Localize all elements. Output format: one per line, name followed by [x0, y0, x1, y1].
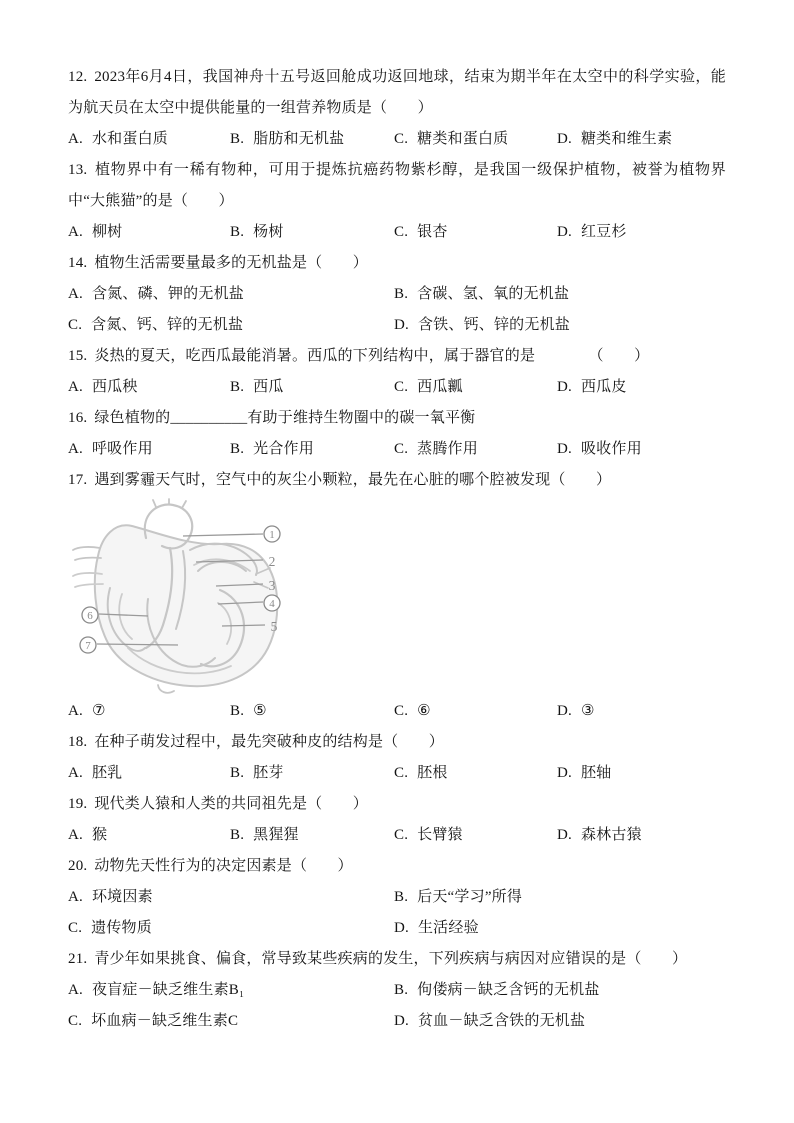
question-stem-text: 现代类人猿和人类的共同祖先是（ ）	[94, 796, 368, 812]
options-row	[68, 124, 726, 155]
option-letter: A.	[68, 286, 83, 302]
option-letter: C.	[394, 379, 409, 395]
question-stem	[68, 727, 726, 758]
question-stem	[68, 248, 726, 279]
question-stem	[68, 851, 726, 882]
option-letter: B.	[230, 441, 245, 457]
option-letter: A.	[68, 224, 83, 240]
option-text: 西瓜秧	[91, 379, 138, 395]
question-stem	[68, 403, 726, 434]
option-letter: A.	[68, 982, 83, 998]
question-stem-text: 青少年如果挑食、偏食，常导致某些疾病的发生，下列疾病与病因对应错误的是（ ）	[94, 951, 688, 967]
option-text: 含铁、钙、锌的无机盐	[417, 317, 570, 333]
option-A	[68, 820, 230, 851]
options-row	[68, 372, 726, 403]
option-letter: B.	[230, 131, 245, 147]
option-letter: D.	[557, 441, 572, 457]
option-letter: C.	[68, 920, 83, 936]
option-B	[230, 217, 394, 248]
question-stem	[68, 155, 726, 217]
option-text: 蒸腾作用	[417, 441, 478, 457]
option-B	[230, 124, 394, 155]
option-letter: C.	[394, 224, 409, 240]
option-text: 生活经验	[417, 920, 479, 936]
heart-diagram	[70, 498, 300, 698]
option-D	[557, 372, 726, 403]
question-stem	[68, 789, 726, 820]
option-D	[557, 434, 726, 465]
option-B	[394, 975, 726, 1006]
question-19	[68, 789, 726, 851]
option-text: 胚芽	[253, 765, 284, 781]
option-letter: D.	[557, 765, 572, 781]
option-A	[68, 372, 230, 403]
question-stem-text: 植物界中有一稀有物种，可用于提炼抗癌药物紫杉醇，是我国一级保护植物，被誉为植物界中“大熊猫”的是（ ）	[68, 162, 726, 209]
question-stem-text: 在种子萌发过程中，最先突破种皮的结构是（ ）	[94, 734, 444, 750]
option-text: 含碳、氢、氧的无机盐	[417, 286, 570, 302]
question-12	[68, 62, 726, 155]
option-text: 黑猩猩	[253, 827, 299, 843]
question-stem	[68, 341, 726, 372]
option-A	[68, 696, 230, 727]
option-text: 后天“学习”所得	[417, 889, 523, 905]
options-row	[68, 758, 726, 789]
option-text: 佝偻病－缺乏含钙的无机盐	[417, 982, 600, 998]
option-text: 西瓜瓤	[417, 379, 463, 395]
option-letter: D.	[557, 703, 572, 719]
option-C	[394, 217, 557, 248]
option-letter: A.	[68, 889, 83, 905]
option-C	[394, 434, 557, 465]
option-letter: B.	[230, 379, 245, 395]
option-letter: C.	[68, 1013, 83, 1029]
option-letter: D.	[394, 317, 409, 333]
option-A	[68, 124, 230, 155]
question-stem-text: 动物先天性行为的决定因素是（ ）	[94, 858, 353, 874]
option-B	[394, 279, 726, 310]
heart-sketch-line	[73, 547, 101, 560]
option-D	[557, 696, 726, 727]
options-row	[68, 975, 726, 1037]
option-A	[68, 434, 230, 465]
options-row	[68, 820, 726, 851]
option-text: 糖类和蛋白质	[417, 131, 509, 147]
question-stem-text: 植物生活需要量最多的无机盐是（ ）	[94, 255, 368, 271]
figure-label-4: 4	[269, 597, 275, 610]
option-text: ③	[580, 703, 595, 719]
question-number: 14.	[68, 255, 88, 271]
option-text: 柳树	[91, 224, 123, 240]
figure-label-2: 2	[268, 553, 276, 569]
option-text: 贫血－缺乏含铁的无机盐	[417, 1013, 586, 1029]
option-D	[394, 310, 726, 341]
question-17	[68, 465, 726, 727]
option-text: ⑦	[91, 703, 106, 719]
option-D	[557, 124, 726, 155]
option-letter: C.	[394, 827, 409, 843]
option-text: 胚轴	[580, 765, 612, 781]
option-C	[394, 820, 557, 851]
question-stem-text: 绿色植物的__________有助于维持生物圈中的碳一氧平衡	[94, 410, 476, 426]
question-stem	[68, 62, 726, 124]
option-letter: D.	[557, 379, 572, 395]
question-number: 16.	[68, 410, 88, 426]
question-stem	[68, 465, 726, 496]
option-letter: D.	[557, 131, 572, 147]
option-letter: D.	[394, 1013, 409, 1029]
option-B	[230, 758, 394, 789]
question-number: 17.	[68, 472, 88, 488]
leader-line-1	[183, 534, 263, 536]
option-B	[230, 372, 394, 403]
option-letter: C.	[394, 765, 409, 781]
option-text: 西瓜	[253, 379, 284, 395]
option-letter: B.	[230, 827, 245, 843]
figure-label-7: 7	[85, 639, 91, 652]
option-A	[68, 279, 394, 310]
option-D	[394, 913, 726, 944]
option-B	[230, 696, 394, 727]
option-text: 猴	[91, 827, 108, 843]
option-letter: A.	[68, 441, 83, 457]
question-stem-text: 炎热的夏天，吃西瓜最能消暑。西瓜的下列结构中，属于器官的是 （ ）	[94, 348, 650, 364]
option-text: 光合作用	[253, 441, 314, 457]
option-text: 长臂猿	[417, 827, 463, 843]
question-15	[68, 341, 726, 403]
option-letter: D.	[394, 920, 409, 936]
heart-figure	[68, 496, 726, 696]
question-13	[68, 155, 726, 248]
question-number: 15.	[68, 348, 88, 364]
option-letter: C.	[394, 441, 409, 457]
option-D	[394, 1006, 726, 1037]
option-letter: B.	[230, 703, 245, 719]
option-text: 脂肪和无机盐	[253, 131, 345, 147]
option-text: 胚乳	[91, 765, 123, 781]
option-text: 水和蛋白质	[91, 131, 168, 147]
option-B	[230, 434, 394, 465]
heart-sketch-line	[158, 685, 174, 693]
option-text: 银杏	[417, 224, 448, 240]
option-letter: A.	[68, 827, 83, 843]
question-stem	[68, 944, 726, 975]
option-C	[68, 1006, 394, 1037]
option-A	[68, 217, 230, 248]
option-C	[394, 372, 557, 403]
option-text: 含氮、磷、钾的无机盐	[91, 286, 244, 302]
question-number: 19.	[68, 796, 88, 812]
option-letter: C.	[68, 317, 83, 333]
option-letter: A.	[68, 131, 83, 147]
option-letter: A.	[68, 765, 83, 781]
question-number: 20.	[68, 858, 88, 874]
option-text: 森林古猿	[580, 827, 642, 843]
option-letter: B.	[394, 286, 409, 302]
option-letter: D.	[557, 827, 572, 843]
option-D	[557, 758, 726, 789]
option-letter: C.	[394, 703, 409, 719]
option-C	[394, 758, 557, 789]
question-number: 21.	[68, 951, 88, 967]
option-C	[394, 124, 557, 155]
question-stem-text: 遇到雾霾天气时，空气中的灰尘小颗粒，最先在心脏的哪个腔被发现（ ）	[94, 472, 612, 488]
option-text: 夜盲症－缺乏维生素B₁	[91, 982, 245, 998]
question-number: 13.	[68, 162, 88, 178]
option-C	[68, 310, 394, 341]
option-A	[68, 882, 394, 913]
option-text: 西瓜皮	[580, 379, 627, 395]
options-row	[68, 434, 726, 465]
figure-label-5: 5	[270, 618, 278, 634]
option-C	[394, 696, 557, 727]
question-14	[68, 248, 726, 341]
options-row	[68, 882, 726, 944]
option-text: 吸收作用	[580, 441, 642, 457]
option-A	[68, 758, 230, 789]
question-number: 12.	[68, 69, 88, 85]
option-text: 含氮、钙、锌的无机盐	[91, 317, 244, 333]
option-B	[230, 820, 394, 851]
question-16	[68, 403, 726, 465]
question-21	[68, 944, 726, 1037]
option-text: 红豆杉	[580, 224, 627, 240]
option-text: ⑥	[417, 703, 431, 719]
figure-label-3: 3	[268, 577, 276, 593]
option-letter: A.	[68, 703, 83, 719]
options-row	[68, 696, 726, 727]
heart-sketch-line	[95, 525, 277, 686]
question-number: 18.	[68, 734, 88, 750]
question-stem-text: 2023年6月4日，我国神舟十五号返回舱成功返回地球，结束为期半年在太空中的科学实验，能为航天员在太空中提供能量的一组营养物质是（ ）	[68, 69, 726, 116]
option-text: 坏血病－缺乏维生素C	[91, 1013, 239, 1029]
option-text: 遗传物质	[91, 920, 152, 936]
figure-label-6: 6	[87, 609, 93, 622]
option-text: 呼吸作用	[91, 441, 153, 457]
option-letter: C.	[394, 131, 409, 147]
question-18	[68, 727, 726, 789]
options-row	[68, 217, 726, 248]
option-text: 杨树	[253, 224, 284, 240]
option-B	[394, 882, 726, 913]
option-text: 糖类和维生素	[580, 131, 673, 147]
option-D	[557, 820, 726, 851]
option-letter: B.	[230, 224, 245, 240]
option-letter: B.	[230, 765, 245, 781]
option-letter: B.	[394, 982, 409, 998]
option-D	[557, 217, 726, 248]
option-A	[68, 975, 394, 1006]
option-letter: D.	[557, 224, 572, 240]
option-letter: B.	[394, 889, 409, 905]
option-letter: A.	[68, 379, 83, 395]
options-row	[68, 279, 726, 341]
question-20	[68, 851, 726, 944]
option-text: ⑤	[253, 703, 267, 719]
option-C	[68, 913, 394, 944]
option-text: 胚根	[417, 765, 448, 781]
figure-label-1: 1	[269, 528, 275, 541]
option-text: 环境因素	[91, 889, 153, 905]
